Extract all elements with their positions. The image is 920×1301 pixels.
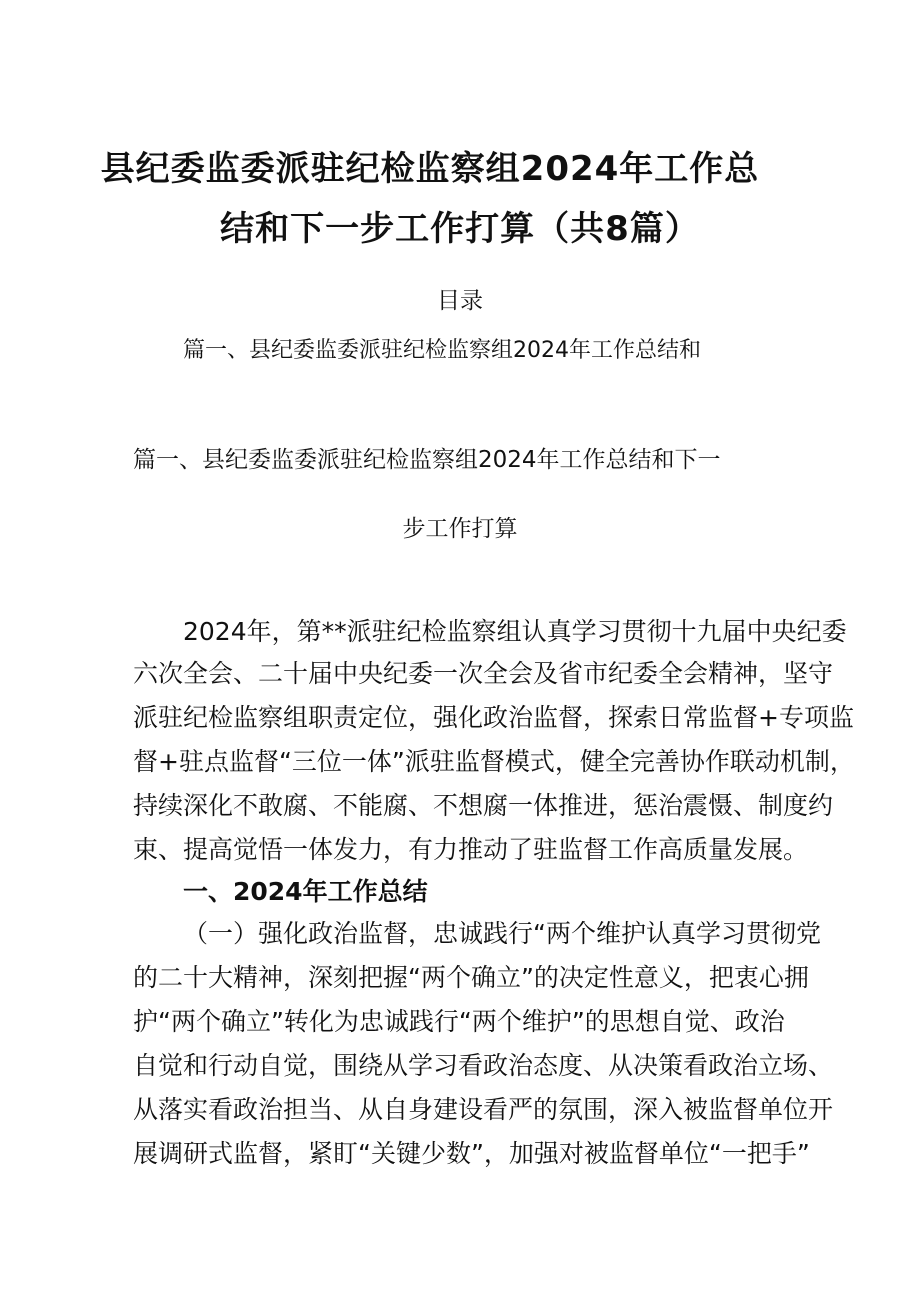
body-line: 从落实看政治担当、从自身建设看严的氛围，深入被监督单位开 (133, 1095, 834, 1124)
section-title-line-1: 篇一、县纪委监委派驻纪检监察组2024年工作总结和下一 (133, 447, 721, 473)
section-heading: 一、2024年工作总结 (183, 877, 428, 906)
toc-heading: 目录 (437, 288, 483, 314)
body-line: （一）强化政治监督，忠诚践行“两个维护认真学习贯彻党 (183, 919, 821, 948)
body-line: 派驻纪检监察组职责定位，强化政治监督，探索日常监督+专项监 (133, 703, 854, 732)
body-line: 的二十大精神，深刻把握“两个确立”的决定性意义，把衷心拥 (133, 963, 809, 992)
toc-item[interactable]: 篇一、县纪委监委派驻纪检监察组2024年工作总结和 (183, 338, 701, 363)
body-line: 持续深化不敢腐、不能腐、不想腐一体推进，惩治震慑、制度约 (133, 791, 834, 820)
body-line: 六次全会、二十届中央纪委一次全会及省市纪委全会精神，坚守 (133, 659, 834, 688)
document-title-line-2: 结和下一步工作打算（共8篇） (220, 209, 700, 249)
body-line: 展调研式监督，紧盯“关键少数”，加强对被监督单位“一把手” (133, 1139, 810, 1168)
body-line: 2024年，第**派驻纪检监察组认真学习贯彻十九届中央纪委 (183, 617, 847, 646)
document-title-line-1: 县纪委监委派驻纪检监察组2024年工作总 (100, 149, 760, 189)
body-line: 自觉和行动自觉，围绕从学习看政治态度、从决策看政治立场、 (133, 1051, 834, 1080)
body-line: 督+驻点监督“三位一体”派驻监督模式，健全完善协作联动机制， (133, 747, 855, 776)
body-line: 护“两个确立”转化为忠诚践行“两个维护”的思想自觉、政治 (133, 1007, 785, 1036)
section-title-line-2: 步工作打算 (402, 516, 518, 542)
body-line: 束、提高觉悟一体发力，有力推动了驻监督工作高质量发展。 (133, 835, 809, 864)
